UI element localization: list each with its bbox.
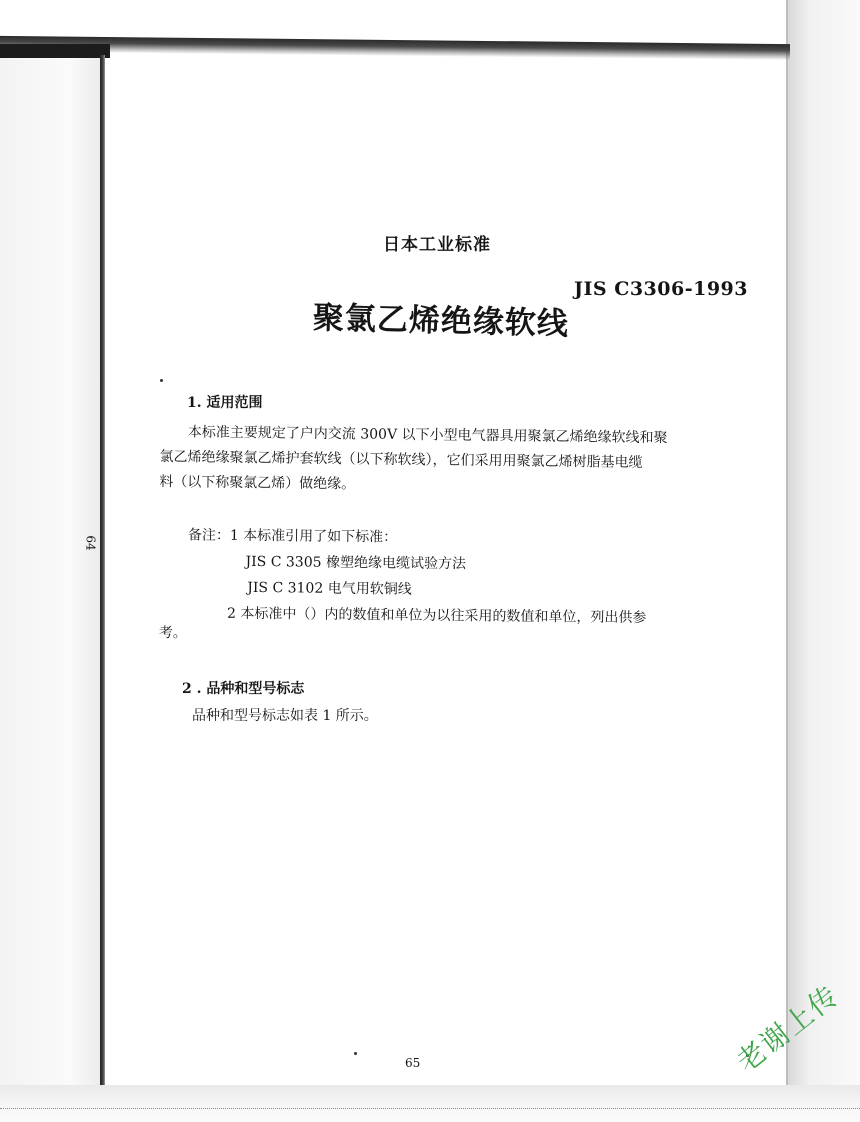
right-edge-line bbox=[786, 0, 788, 1122]
section-2-text: 品种和型号标志如表 1 所示。 bbox=[192, 708, 378, 724]
bottom-page-edge bbox=[0, 1085, 860, 1122]
reference-1: JIS C 3305 橡塑绝缘电缆试验方法 bbox=[245, 553, 467, 573]
binding-line bbox=[100, 55, 105, 1085]
paragraph-line: 氯乙烯绝缘聚氯乙烯护套软线（以下称软线），它们采用用聚氯乙烯树脂基电缆 bbox=[159, 448, 643, 471]
note-2: 2 本标准中（）内的数值和单位为以往采用的数值和单位，列出供参 bbox=[226, 605, 647, 627]
bottom-scan-dots bbox=[0, 1108, 860, 1110]
section-1-heading: 1. 适用范围 bbox=[187, 395, 263, 411]
standard-org-heading: 日本工业标准 bbox=[383, 235, 491, 255]
reference-2: JIS C 3102 电气用软铜线 bbox=[247, 579, 412, 598]
uploader-watermark: 老谢上传 bbox=[730, 978, 846, 1079]
right-page-edge bbox=[788, 0, 860, 1122]
section-2-heading: 2 . 品种和型号标志 bbox=[182, 681, 305, 697]
page-number: 65 bbox=[405, 1056, 421, 1070]
note-1: 备注：1 本标准引用了如下标准： bbox=[187, 527, 398, 546]
side-page-number: 64 bbox=[83, 535, 98, 551]
standard-code: JIS C3306-1993 bbox=[574, 278, 748, 300]
top-scan-shadow bbox=[0, 36, 790, 60]
notes-block bbox=[159, 522, 720, 652]
section-1-paragraph bbox=[159, 420, 720, 502]
paragraph-line: 料（以下称聚氯乙烯）做绝缘。 bbox=[159, 473, 356, 493]
speck bbox=[160, 379, 163, 382]
paragraph-line: 本标准主要规定了户内交流 300V 以下小型电气器具用聚氯乙烯绝缘软线和聚 bbox=[187, 424, 668, 447]
left-margin-shadow bbox=[0, 56, 100, 1122]
document-title: 聚氯乙烯绝缘软线 bbox=[312, 300, 570, 343]
speck bbox=[354, 1052, 357, 1055]
top-left-scan-shadow bbox=[0, 44, 110, 58]
note-2-continuation: 考。 bbox=[158, 624, 187, 642]
